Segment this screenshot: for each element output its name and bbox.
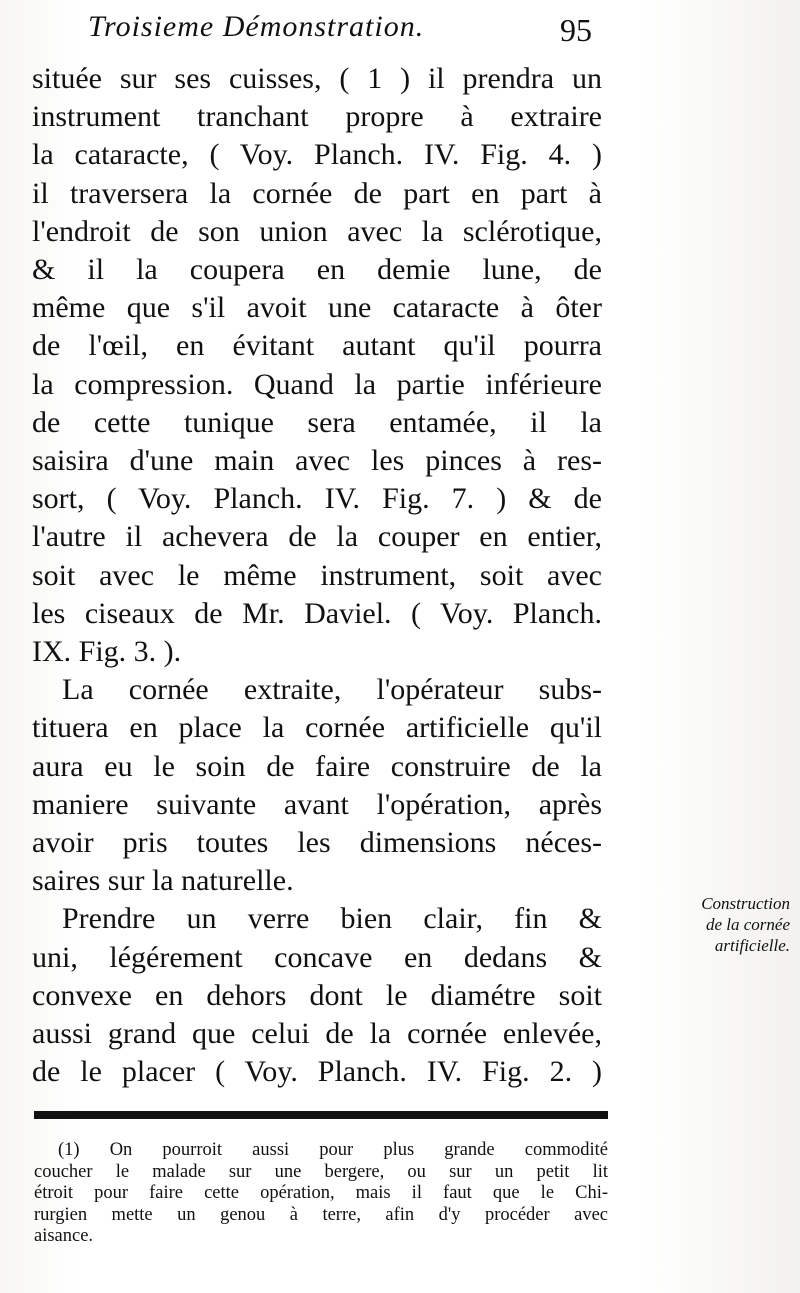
text-line: de l'œil, en évitant autant qu'il pourra — [32, 329, 602, 363]
margin-note — [610, 893, 790, 956]
text-line: saires sur la naturelle. — [32, 864, 294, 898]
margin-note-line: Construction — [701, 894, 790, 913]
text-line: maniere suivante avant l'opération, après — [32, 787, 602, 821]
paragraph-start-line: La cornée extraite, l'opérateur subs- — [62, 673, 602, 707]
footnote-rule — [34, 1111, 608, 1119]
text-line: soit avec le même instrument, soit avec — [32, 558, 602, 592]
text-line: sort, ( Voy. Planch. IV. Fig. 7. ) & de — [32, 482, 602, 516]
footnote-line: étroit pour faire cette opération, mais il faut que le Chi- — [34, 1183, 608, 1203]
text-line: de le placer ( Voy. Planch. IV. Fig. 2. ) — [32, 1055, 602, 1089]
text-line: IX. Fig. 3. ). — [32, 635, 182, 669]
text-line: il traversera la cornée de part en part à — [32, 176, 602, 210]
footnote-line: (1) On pourroit aussi pour plus grande commodité — [58, 1140, 608, 1160]
text-line: aussi grand que celui de la cornée enlevée, — [32, 1017, 602, 1051]
text-line: l'autre il achevera de la couper en entier, — [32, 520, 602, 554]
paragraph-start-line: Prendre un verre bien clair, fin & — [62, 902, 602, 936]
text-line: de cette tunique sera entamée, il la — [32, 405, 602, 439]
text-line: & il la coupera en demie lune, de — [32, 253, 602, 287]
footnote-line: aisance. — [34, 1226, 94, 1246]
text-line: aura eu le soin de faire construire de la — [32, 749, 602, 783]
text-line: avoir pris toutes les dimensions néces- — [32, 826, 602, 860]
text-line: saisira d'une main avec les pinces à res- — [32, 444, 602, 478]
text-line: la cataracte, ( Voy. Planch. IV. Fig. 4. ) — [32, 138, 602, 172]
running-title: Troisieme Démonstration. — [88, 10, 425, 43]
text-line: située sur ses cuisses, ( 1 ) il prendra un — [32, 62, 602, 95]
text-line: l'endroit de son union avec la sclérotique, — [32, 214, 602, 248]
margin-note-line: artificielle. — [714, 936, 790, 955]
footnote — [34, 1140, 608, 1248]
text-line: même que s'il avoit une cataracte à ôter — [32, 291, 602, 325]
text-line: convexe en dehors dont le diamétre soit — [32, 978, 602, 1012]
margin-note-line: de la cornée — [705, 915, 790, 934]
text-line: instrument tranchant propre à extraire — [32, 100, 602, 134]
page-number: 95 — [560, 12, 592, 48]
footnote-line: coucher le malade sur une bergere, ou sur un petit lit — [34, 1161, 608, 1182]
text-line: la compression. Quand la partie inférieure — [32, 367, 602, 401]
text-line: uni, légérement concave en dedans & — [32, 940, 602, 974]
text-line: tituera en place la cornée artificielle qu'il — [32, 711, 602, 745]
footnote-line: rurgien mette un genou à terre, afin d'y procéder avec — [34, 1204, 608, 1225]
main-text — [32, 60, 602, 1091]
text-line: les ciseaux de Mr. Daviel. ( Voy. Planch. — [32, 596, 602, 630]
